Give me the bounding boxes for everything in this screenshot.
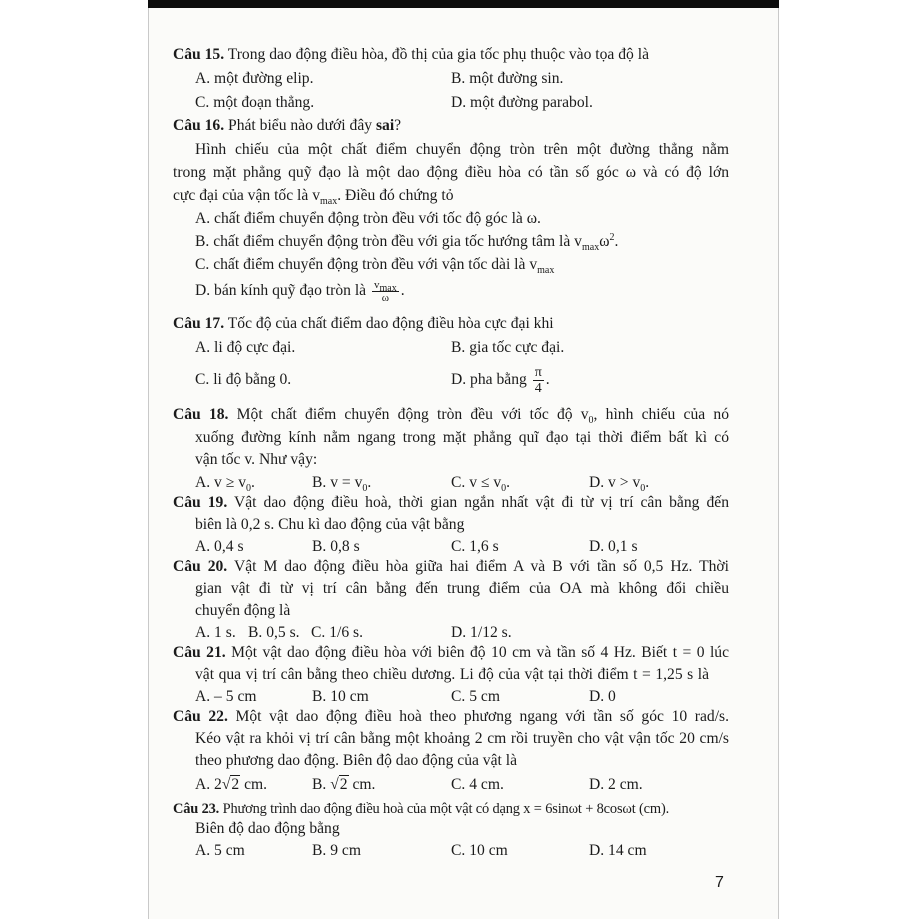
q18-optc-text: C. v ≤ v xyxy=(451,474,502,491)
q16-stem-line xyxy=(173,117,401,135)
q16-optc-pre: C. chất điểm chuyển động tròn đều với vận tốc dài là v xyxy=(195,256,538,273)
q23-option-a: A. 5 cm xyxy=(195,842,245,859)
q17-stem-line xyxy=(173,315,554,333)
q18-option-d xyxy=(589,474,650,495)
q18-option-c xyxy=(451,474,511,495)
q18-option-a xyxy=(195,474,255,495)
q22-line-1 xyxy=(173,708,729,726)
q18-optb-post: . xyxy=(367,474,372,491)
q16-para3-sub: max xyxy=(320,196,338,208)
q22-line1-text: Một vật dao động điều hoà theo phương ngang với tần số góc 10 rad/s. xyxy=(235,708,730,725)
q22-optb-sqrt: √2 xyxy=(330,776,348,793)
q23-option-b: B. 9 cm xyxy=(312,842,361,859)
q20-label: Câu 20. xyxy=(173,558,228,575)
q19-line-1 xyxy=(173,494,729,512)
q16-label: Câu 16. xyxy=(173,117,225,134)
q16-optc-sub: max xyxy=(537,265,555,277)
q15-option-d: D. một đường parabol. xyxy=(451,94,593,111)
q16-paragraph-line-2: trong mặt phẳng quỹ đạo là một dao động điều hòa có tần số góc ω và có độ lớn xyxy=(173,164,729,181)
q16-stem-post: ? xyxy=(394,117,402,134)
q19-option-a: A. 0,4 s xyxy=(195,538,244,555)
q16-optd-num-v: v xyxy=(373,279,380,291)
q16-option-b xyxy=(195,231,619,254)
q18-optd-text: D. v > v xyxy=(589,474,641,491)
q18-line-1 xyxy=(173,406,729,427)
q22-label: Câu 22. xyxy=(173,708,228,725)
q21-option-b: B. 10 cm xyxy=(312,688,369,705)
q18-optd-post: . xyxy=(645,474,650,491)
q22-opta-pre: A. 2 xyxy=(195,776,222,793)
q18-optd-sub: 0 xyxy=(640,483,646,495)
q16-stem-emphasis: sai xyxy=(375,117,395,134)
q19-option-d: D. 0,1 s xyxy=(589,538,638,555)
q19-option-c: C. 1,6 s xyxy=(451,538,499,555)
q18-line1-pre: Một chất điểm chuyển động tròn đều với tốc độ v xyxy=(236,406,589,423)
q18-opta-sub: 0 xyxy=(246,483,252,495)
q16-optd-numerator xyxy=(372,279,399,295)
q16-optd-pre: D. bán kính quỹ đạo tròn là xyxy=(195,282,367,300)
q20-line-3: chuyển động là xyxy=(195,602,291,619)
q17-optd-pre: D. pha bằng xyxy=(451,371,527,388)
q20-line1-text: Vật M dao động điều hòa giữa hai điểm A và B với tần số 0,5 Hz. Thời xyxy=(233,558,730,575)
q16-paragraph-line-1: Hình chiếu của một chất điểm chuyển động tròn trên một đường thẳng nằm xyxy=(195,141,729,158)
q15-option-b: B. một đường sin. xyxy=(451,70,564,87)
q17-option-b: B. gia tốc cực đại. xyxy=(451,339,565,356)
q23-line-2: Biên độ dao động bằng xyxy=(195,820,340,837)
q23-line-1 xyxy=(173,800,669,818)
q16-optb-post: . xyxy=(614,233,619,250)
q18-optb-sub: 0 xyxy=(362,483,368,495)
q17-option-a: A. li độ cực đại. xyxy=(195,339,296,356)
q20-option-b: B. 0,5 s. xyxy=(248,624,300,641)
q22-option-d: D. 2 cm. xyxy=(589,776,643,793)
q22-option-c: C. 4 cm. xyxy=(451,776,504,793)
page-margin-right xyxy=(779,0,919,919)
q16-option-a: A. chất điểm chuyển động tròn đều với tốc độ góc là ω. xyxy=(195,210,541,227)
q16-optd-denominator: ω xyxy=(381,292,389,304)
q22-opta-radicand: 2 xyxy=(231,776,240,793)
q21-option-d: D. 0 xyxy=(589,688,616,705)
q18-optc-post: . xyxy=(506,474,511,491)
q18-line-3: vận tốc v. Như vậy: xyxy=(195,451,318,468)
q16-option-c xyxy=(195,256,555,277)
q16-optd-num-sub: max xyxy=(379,283,397,295)
q20-line-1 xyxy=(173,558,729,576)
q16-optb-sup: 2 xyxy=(609,231,615,243)
q22-option-a xyxy=(195,776,267,794)
q22-opta-post: cm. xyxy=(244,776,268,793)
q18-line1-post: , hình chiếu của nó xyxy=(593,406,729,423)
q16-stem-pre: Phát biểu nào dưới đây xyxy=(228,117,376,134)
q21-option-c: C. 5 cm xyxy=(451,688,500,705)
q16-para3-post: . Điều đó chứng tỏ xyxy=(337,187,454,204)
q22-optb-radicand: 2 xyxy=(339,776,348,793)
page-top-band xyxy=(148,0,779,8)
q15-stem: Trong dao động điều hòa, đồ thị của gia tốc phụ thuộc vào tọa độ là xyxy=(227,46,649,63)
q19-label: Câu 19. xyxy=(173,494,228,511)
q18-line-2: xuống đường kính nằm ngang trong mặt phẳng quĩ đạo tại thời điểm bất kì có xyxy=(195,429,729,446)
q17-optd-post: . xyxy=(545,371,550,388)
q15-stem-line xyxy=(173,46,649,64)
q17-stem: Tốc độ của chất điểm dao động điều hòa cực đại khi xyxy=(227,315,554,332)
q19-line-2: biên là 0,2 s. Chu kì dao động của vật bằng xyxy=(195,516,465,533)
q17-label: Câu 17. xyxy=(173,315,225,332)
q21-option-a: A. – 5 cm xyxy=(195,688,257,705)
q22-opta-sqrt: √2 xyxy=(221,776,240,793)
q23-option-c: C. 10 cm xyxy=(451,842,508,859)
q16-optb-pre: B. chất điểm chuyển động tròn đều với gia tốc hướng tâm là v xyxy=(195,233,582,250)
q20-option-a: A. 1 s. xyxy=(195,624,236,641)
q16-optb-sub: max xyxy=(581,242,600,254)
q22-line-2: Kéo vật ra khỏi vị trí cân bằng một khoảng 2 cm rồi truyền cho vật vận tốc 20 cm/s xyxy=(195,730,729,747)
q16-option-d xyxy=(195,279,405,304)
q17-optd-numerator: π xyxy=(534,364,542,380)
q18-opta-text: A. v ≥ v xyxy=(195,474,247,491)
q18-optb-text: B. v = v xyxy=(312,474,363,491)
q23-label: Câu 23. xyxy=(173,801,220,817)
q17-option-d xyxy=(451,364,550,396)
q16-optd-post: . xyxy=(400,282,405,300)
q21-line-2: vật qua vị trí cân bằng theo chiều dương. Li độ của vật tại thời điểm t = 1,25 s là xyxy=(195,666,709,683)
q16-para3-pre: cực đại của vận tốc là v xyxy=(173,187,320,204)
q20-option-c: C. 1/6 s. xyxy=(311,624,363,641)
q18-option-b xyxy=(312,474,372,495)
q15-label: Câu 15. xyxy=(173,46,225,63)
q22-option-b xyxy=(312,776,375,794)
q18-label: Câu 18. xyxy=(173,406,229,423)
q22-optb-post: cm. xyxy=(352,776,376,793)
q17-optd-fraction xyxy=(533,365,544,396)
q21-line1-text: Một vật dao động điều hòa với biên độ 10 cm và tần số 4 Hz. Biết t = 0 lúc xyxy=(231,644,730,661)
q23-line1-text: Phương trình dao động điều hoà của một vật có dạng x = 6sinωt + 8cosωt (cm). xyxy=(222,801,670,817)
q15-option-a: A. một đường elip. xyxy=(195,70,314,87)
q19-option-b: B. 0,8 s xyxy=(312,538,360,555)
page-number: 7 xyxy=(715,874,724,891)
q22-optb-pre: B. xyxy=(312,776,327,793)
q17-optd-denominator: 4 xyxy=(534,380,542,396)
q18-optc-sub: 0 xyxy=(501,483,507,495)
q17-option-c: C. li độ bằng 0. xyxy=(195,371,292,388)
q16-optd-fraction xyxy=(372,279,399,304)
q20-option-d: D. 1/12 s. xyxy=(451,624,512,641)
q22-line-3: theo phương dao động. Biên độ dao động của vật là xyxy=(195,752,518,769)
q20-line-2: gian vật đi từ vị trí cân bằng đến trung điểm của OA mà không đổi chiều xyxy=(195,580,729,597)
q18-line1-sub: 0 xyxy=(588,415,594,427)
q15-option-c: C. một đoạn thẳng. xyxy=(195,94,315,111)
page-margin-left xyxy=(0,0,148,919)
q16-optb-omega: ω xyxy=(599,233,610,250)
q21-line-1 xyxy=(173,644,729,662)
q18-opta-post: . xyxy=(251,474,255,491)
q23-option-d: D. 14 cm xyxy=(589,842,647,859)
q16-paragraph-line-3 xyxy=(173,187,454,208)
q21-label: Câu 21. xyxy=(173,644,226,661)
q19-line1-text: Vật dao động điều hoà, thời gian ngắn nhất vật đi từ vị trí cân bằng đến xyxy=(234,494,729,511)
